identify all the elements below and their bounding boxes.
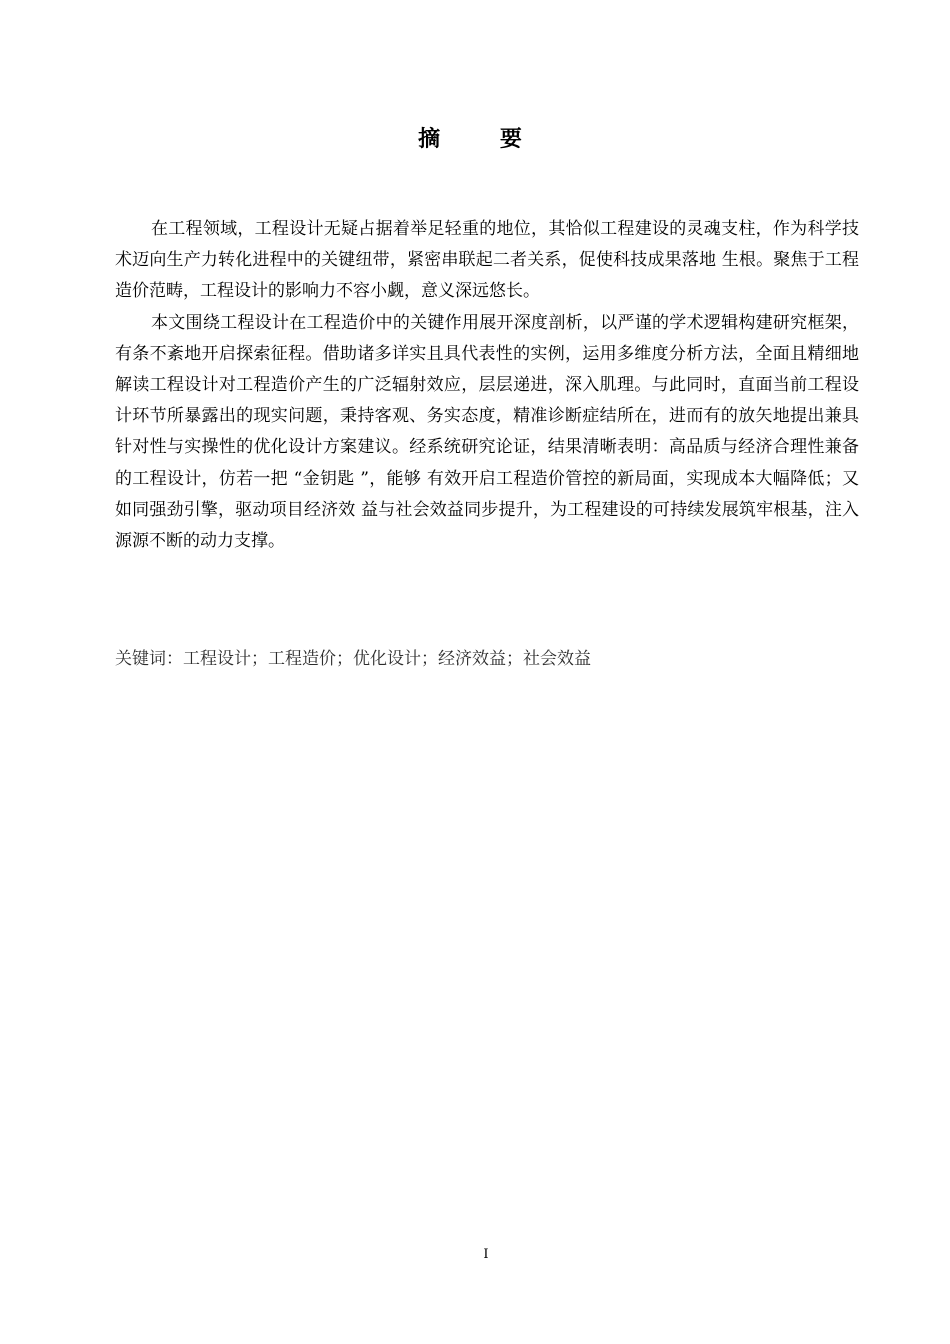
page-title: 摘 要 — [418, 126, 548, 152]
abstract-paragraph-1: 在工程领域，工程设计无疑占据着举足轻重的地位，其恰似工程建设的灵魂支柱，作为科学技术迈向生产力转化进程中的关键纽带，紧密串联起二者关系，促使科技成果落地 生根。聚焦于工程造价范畴，工程设计的影响力不容小觑，意义深远悠长。 — [115, 219, 859, 302]
keywords-line: 关键词：工程设计；工程造价；优化设计；经济效益；社会效益 — [115, 649, 591, 669]
page-number: I — [483, 1247, 489, 1262]
abstract-body — [115, 214, 859, 557]
abstract-paragraph-2: 本文围绕工程设计在工程造价中的关键作用展开深度剖析，以严谨的学术逻辑构建研究框架，有条不紊地开启探索征程。借助诸多详实且具代表性的实例，运用多维度分析方法，全面且精细地解读工程设计对工程造价产生的广泛辐射效应，层层递进，深入肌理。与此同时，直面当前工程设计环节所暴露出的现实问题，秉持客观、务实态度，精准诊断症结所在，进而有的放矢地提出兼具针对性与实操性的优化设计方案建议。经系统研究论证，结果清晰表明：高品质与经济合理性兼备的工程设计，仿若一把 “金钥匙 ”，能够 有效开启工程造价管控的新局面，实现成本大幅降低；又如同强劲引擎，驱动项目经济效 益与社会效益同步提升，为工程建设的可持续发展筑牢根基，注入源源不断的动力支撑。 — [115, 312, 859, 552]
